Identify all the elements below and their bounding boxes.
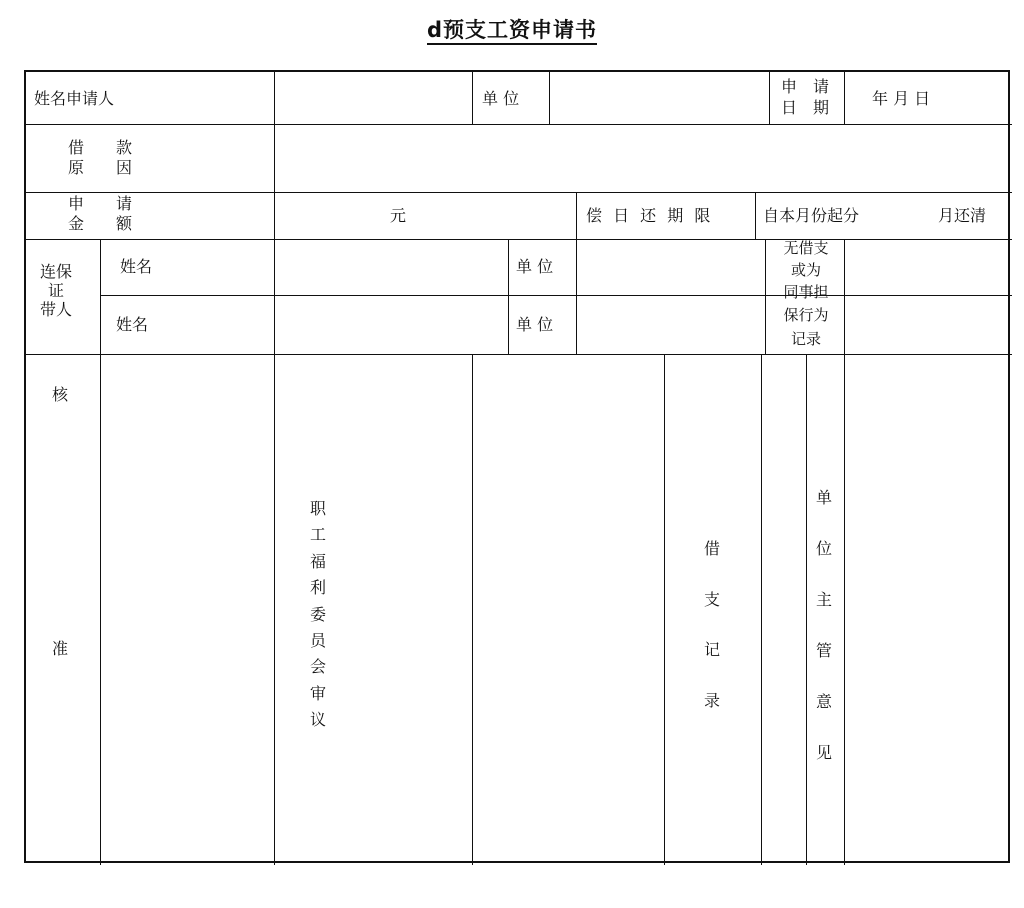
amount-label-line2: 金 额 xyxy=(68,214,133,233)
guarantor-label-line3: 带人 xyxy=(40,300,73,319)
unit-label: 单 位 xyxy=(482,89,520,108)
yuan-unit: 元 xyxy=(390,206,407,225)
applicant-name-label: 姓名申请人 xyxy=(34,89,115,108)
apply-label-line2: 日 期 xyxy=(781,98,830,117)
repay-from-text: 自本月份起分 xyxy=(763,206,860,225)
reason-label-line1: 借 款 xyxy=(68,138,133,157)
welfare-committee-review: 职 工 福 利 委 员 会 审 议 xyxy=(309,499,326,730)
repay-to-text: 月还清 xyxy=(938,206,987,225)
approve-char-he: 核 xyxy=(52,385,69,404)
page-title: d预支工资申请书 xyxy=(0,14,1024,44)
guarantee-record-line2: 或为 xyxy=(790,261,821,279)
apply-date-placeholder: 年 月 日 xyxy=(872,89,931,108)
guarantor-unit-label-2: 单 位 xyxy=(516,315,554,334)
unit-manager-opinion: 单 位 主 管 意 见 xyxy=(815,488,832,762)
approve-char-zhun: 准 xyxy=(52,639,69,658)
repay-period-label: 偿 日 还 期 限 xyxy=(586,206,714,225)
guarantee-record-line3: 同事担 xyxy=(783,283,829,301)
reason-field[interactable] xyxy=(275,125,1011,191)
guarantor-unit-label-1: 单 位 xyxy=(516,257,554,276)
reason-label-line2: 原 因 xyxy=(68,158,133,177)
guarantee-record-line4: 保行为 xyxy=(783,306,829,324)
apply-label-line1: 申 请 xyxy=(781,77,830,96)
guarantor-label-line1: 连保 xyxy=(40,262,73,281)
borrowing-record: 借 支 记 录 xyxy=(703,539,720,710)
amount-label-line1: 申 请 xyxy=(68,194,133,213)
guarantor-name-label-2: 姓名 xyxy=(116,315,149,334)
guarantee-record-line5: 记录 xyxy=(790,330,821,348)
guarantor-name-label-1: 姓名 xyxy=(120,257,153,276)
guarantee-record-line1: 无借支 xyxy=(783,239,829,257)
guarantor-label-line2: 证 xyxy=(48,281,65,300)
salary-advance-form xyxy=(24,70,1010,863)
